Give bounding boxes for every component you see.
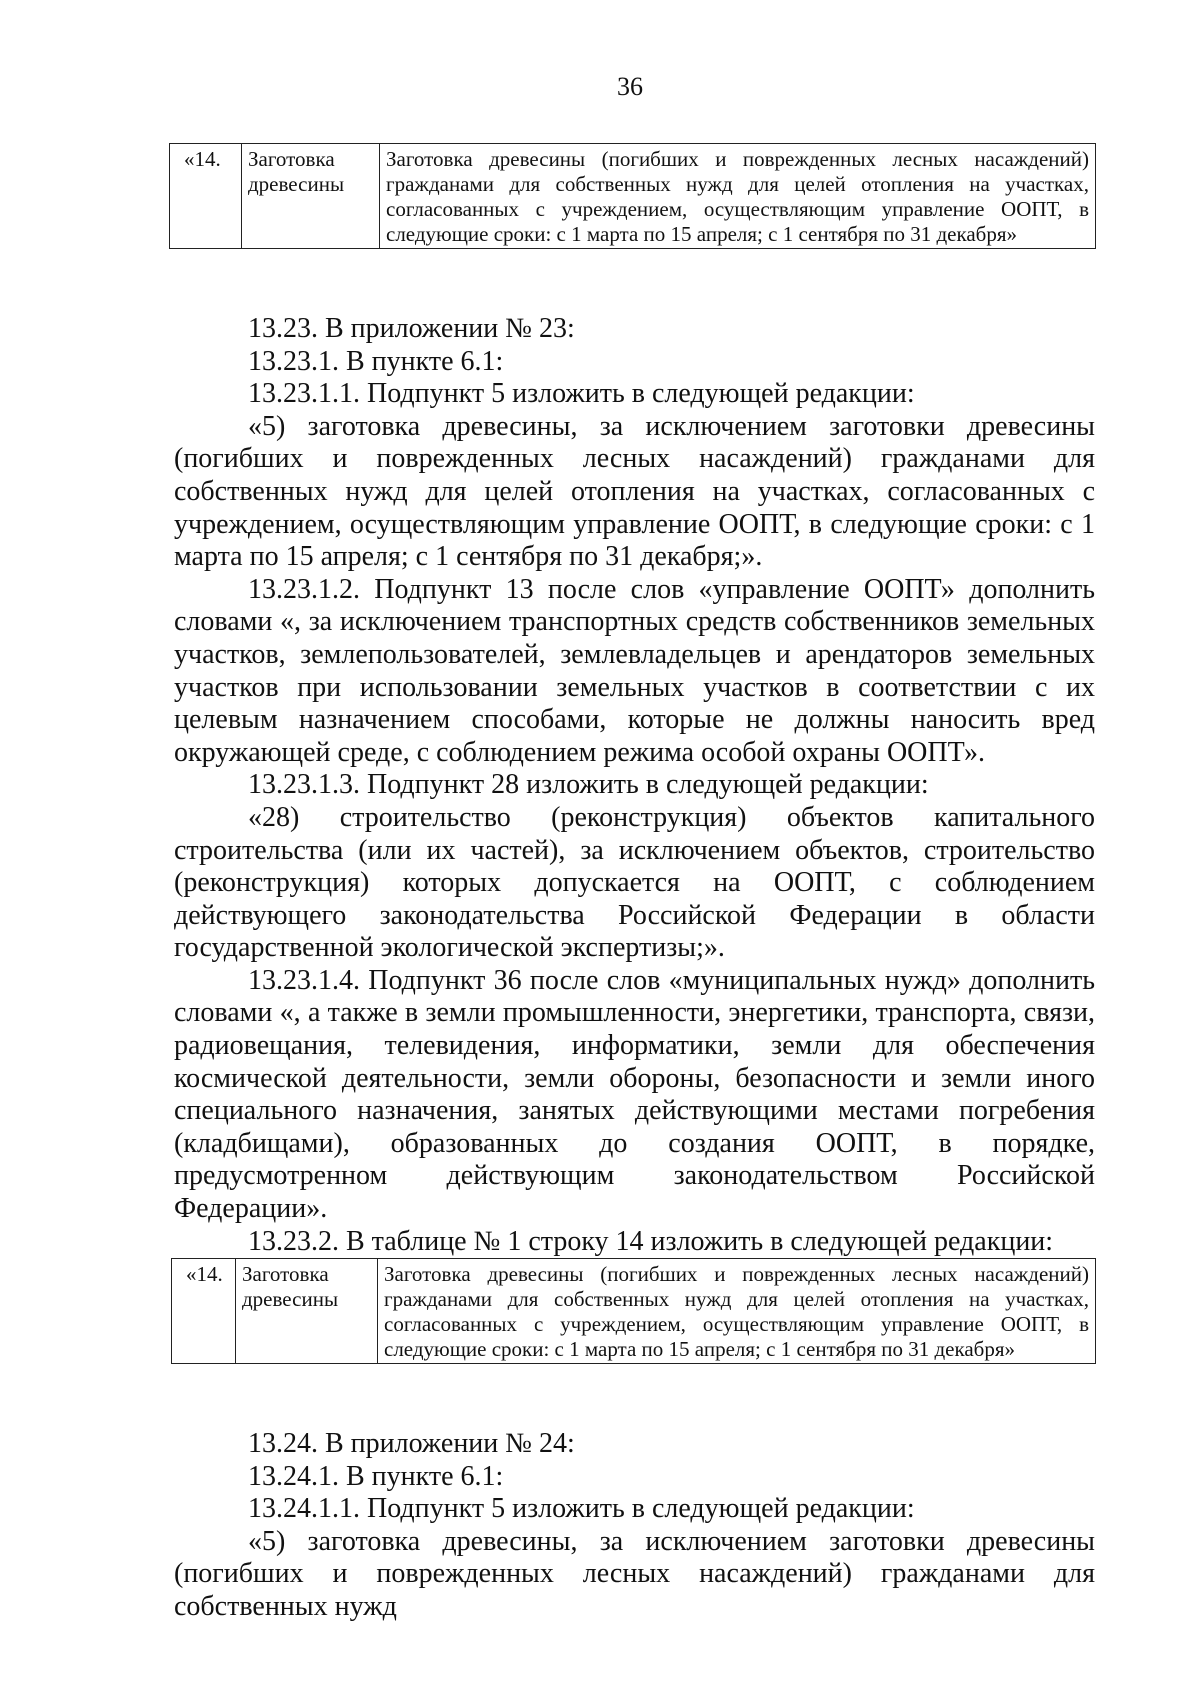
row-number-cell: «14. bbox=[172, 1259, 236, 1364]
paragraph: 13.23.1.2. Подпункт 13 после слов «управление ООПТ» дополнить словами «, за исключением транспортных средств собственников земельных участков, землепользователей, землевладельцев и арендаторов земельных участков при использовании земельных участков в соответствии с их целевым назначением способами, которые не должны наносить вред окружающей среде, с соблюдением режима особой охраны ООПТ». bbox=[174, 573, 1095, 768]
paragraph: «5) заготовка древесины, за исключением заготовки древесины (погибших и поврежденных лесных насаждений) гражданами для собственных нужд bbox=[174, 1525, 1095, 1622]
row-number-cell: «14. bbox=[170, 144, 242, 249]
paragraph: 13.24.1. В пункте 6.1: bbox=[248, 1460, 504, 1492]
paragraph: «28) строительство (реконструкция) объектов капитального строительства (или их частей), за исключением объектов, строительство (реконструкция) которых допускается на ООПТ, с соблюдением действующего законодательства Российской Федерации в области государственной экологической экспертизы;». bbox=[174, 801, 1095, 964]
row-name-cell: Заготовка древесины bbox=[242, 144, 380, 249]
paragraph: 13.23.1.1. Подпункт 5 изложить в следующей редакции: bbox=[248, 378, 915, 410]
table-row-14-b bbox=[171, 1258, 1096, 1364]
paragraph: 13.23.1.3. Подпункт 28 изложить в следующей редакции: bbox=[248, 769, 929, 801]
body-text-section-13-23 bbox=[174, 313, 1095, 1258]
paragraph: 13.23.1. В пункте 6.1: bbox=[248, 345, 504, 377]
paragraph: 13.23. В приложении № 23: bbox=[248, 313, 575, 344]
table-row bbox=[170, 144, 1096, 249]
row-description-cell: Заготовка древесины (погибших и поврежденных лесных насаждений) гражданами для собственных нужд для целей отопления на участках, согласованных с учреждением, осуществляющим управление ООПТ, в следующие сроки: с 1 марта по 15 апреля; с 1 сентября по 31 декабря» bbox=[378, 1259, 1096, 1364]
paragraph: 13.23.1.4. Подпункт 36 после слов «муниципальных нужд» дополнить словами «, а также в земли промышленности, энергетики, транспорта, связи, радиовещания, телевидения, информатики, земли для обеспечения космической деятельности, земли обороны, безопасности и земли иного специального назначения, занятых действующими местами погребения (кладбищами), образованных до создания ООПТ, в порядке, предусмотренном действующим законодательством Российской Федерации». bbox=[174, 964, 1095, 1225]
row-name-cell: Заготовка древесины bbox=[236, 1259, 378, 1364]
paragraph: «5) заготовка древесины, за исключением заготовки древесины (погибших и поврежденных лесных насаждений) гражданами для собственных нужд для целей отопления на участках, согласованных с учреждением, осуществляющим управление ООПТ, в следующие сроки: с 1 марта по 15 апреля; с 1 сентября по 31 декабря;». bbox=[174, 410, 1095, 573]
table-row bbox=[172, 1259, 1096, 1364]
page-number: 36 bbox=[617, 72, 643, 101]
table-row-14-a bbox=[169, 143, 1096, 249]
body-text-section-13-24 bbox=[174, 1428, 1095, 1624]
paragraph: 13.24. В приложении № 24: bbox=[248, 1428, 575, 1459]
paragraph: 13.23.2. В таблице № 1 строку 14 изложить в следующей редакции: bbox=[248, 1225, 1054, 1257]
row-description-cell: Заготовка древесины (погибших и поврежденных лесных насаждений) гражданами для собственных нужд для целей отопления на участках, согласованных с учреждением, осуществляющим управление ООПТ, в следующие сроки: с 1 марта по 15 апреля; с 1 сентября по 31 декабря» bbox=[380, 144, 1096, 249]
paragraph: 13.24.1.1. Подпункт 5 изложить в следующей редакции: bbox=[248, 1493, 915, 1525]
